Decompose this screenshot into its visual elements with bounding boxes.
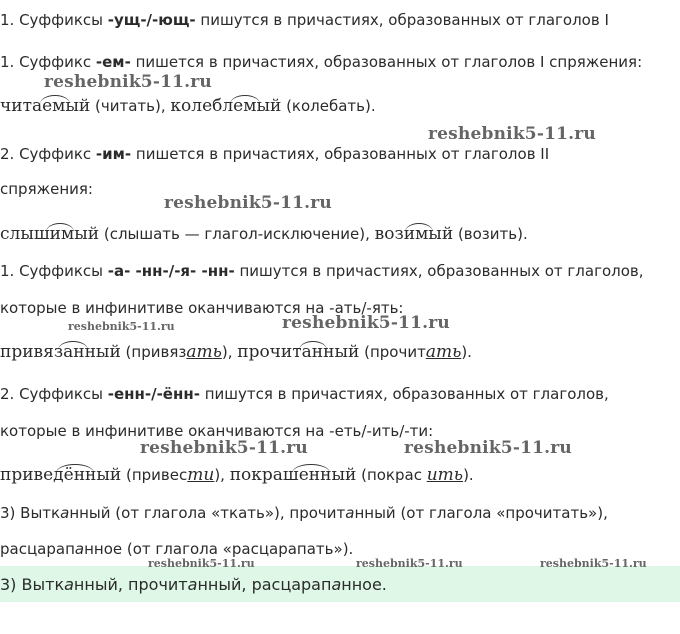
watermark: reshebnik5-11.ru (282, 313, 450, 333)
suffix-bold: -енн-/-ённ- (107, 385, 200, 403)
watermark: reshebnik5-11.ru (540, 557, 647, 570)
text: спряжения: (0, 180, 93, 198)
text: (читать), (90, 97, 171, 115)
suffix-bold: -им- (95, 145, 132, 163)
ending-marked: ать (186, 342, 222, 362)
highlight-letter: а (74, 540, 85, 558)
paragraph-4 (0, 261, 644, 281)
example-line-2 (0, 224, 528, 244)
paragraph-5 (0, 384, 609, 404)
highlight-letter: а (345, 504, 355, 522)
text: пишется в причастиях, образованных от глаголов I спряжения: (130, 53, 643, 71)
text: (прочит (359, 343, 426, 361)
paragraph-3-cont (0, 179, 93, 199)
suffix-bold: -ущ-/-ющ- (107, 11, 196, 29)
highlight-letter: а (187, 575, 198, 594)
text: пишутся в причастиях, образованных от глаголов I (195, 11, 609, 29)
watermark: reshebnik5-11.ru (68, 320, 175, 333)
example-line-1 (0, 96, 376, 116)
example-line-3 (0, 342, 472, 362)
text: (привяз (120, 343, 187, 361)
watermark: reshebnik5-11.ru (164, 193, 332, 213)
text: (покрас (356, 466, 427, 484)
answer-explanation-1: 3) Вытканный (от глагола «ткать»), прочитанный (от глагола «прочитать»), (0, 504, 608, 522)
example-word: слышимый (0, 224, 100, 244)
watermark: reshebnik5-11.ru (404, 438, 572, 458)
highlight-letter: а (64, 575, 74, 594)
final-answer: 3) Вытканный, прочитанный, расцарапанное. (0, 575, 387, 594)
text: ), (221, 343, 238, 361)
paragraph-1 (0, 10, 609, 30)
watermark: reshebnik5-11.ru (148, 557, 255, 570)
text: (привес (121, 466, 188, 484)
example-word: покрашенный (229, 465, 357, 485)
suffix-bold: -ем- (95, 53, 131, 71)
example-word: возимый (374, 224, 454, 244)
text: которые в инфинитиве оканчиваются на -еть/-ить/-ти: (0, 422, 434, 440)
example-word: колеблемый (170, 96, 282, 116)
watermark: reshebnik5-11.ru (140, 438, 308, 458)
example-word: приведённый (0, 465, 122, 485)
paragraph-3 (0, 144, 549, 164)
text: 1. Суффикс (0, 53, 96, 71)
text: (возить). (453, 225, 528, 243)
text: (слышать — глагол-исключение), (99, 225, 375, 243)
text: (колебать). (281, 97, 376, 115)
suffix-bold: -а- -нн-/-я- -нн- (107, 262, 235, 280)
watermark: reshebnik5-11.ru (428, 124, 596, 144)
ending-marked: ать (425, 342, 462, 362)
watermark: reshebnik5-11.ru (44, 72, 212, 92)
example-word: привязанный (0, 342, 121, 362)
text: 2. Суффиксы (0, 385, 108, 403)
paragraph-2 (0, 52, 642, 72)
highlight-letter: а (60, 504, 70, 522)
text: 1. Суффиксы (0, 262, 108, 280)
example-word: прочитанный (237, 342, 360, 362)
text: ). (463, 466, 474, 484)
example-word: читаемый (0, 96, 91, 116)
highlight-letter: а (331, 575, 342, 594)
text: ). (461, 343, 472, 361)
text: пишутся в причастиях, образованных от глаголов, (199, 385, 609, 403)
watermark: reshebnik5-11.ru (356, 557, 463, 570)
ending-marked: ить (426, 465, 464, 485)
example-line-4 (0, 465, 474, 485)
text: пишутся в причастиях, образованных от глаголов, (234, 262, 644, 280)
text: ), (214, 466, 230, 484)
answer-explanation-2: расцарапанное (от глагола «расцарапать»). (0, 540, 354, 558)
text: 1. Суффиксы (0, 11, 108, 29)
text: которые в инфинитиве оканчиваются на -ать/-ять: (0, 299, 404, 317)
ending-marked: ти (187, 465, 215, 485)
text: пишется в причастиях, образованных от глаголов II (131, 145, 550, 163)
text: 2. Суффикс (0, 145, 96, 163)
